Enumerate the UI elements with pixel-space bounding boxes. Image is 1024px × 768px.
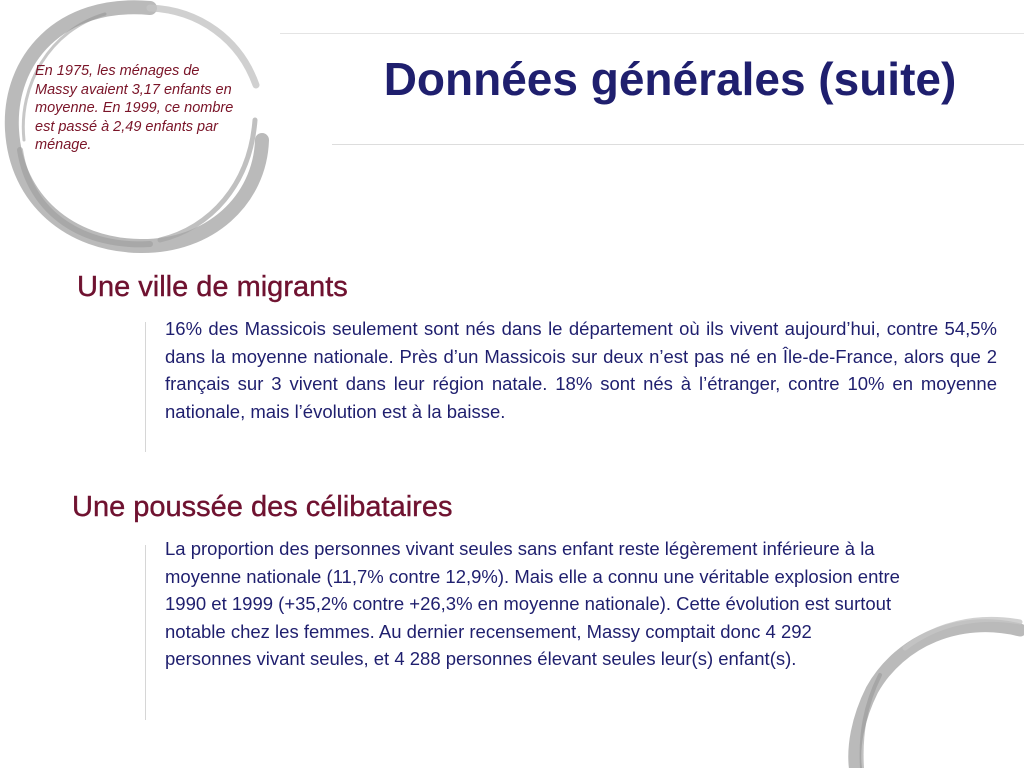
side-note: En 1975, les ménages de Massy avaient 3,17 enfants en moyenne. En 1999, ce nombre est passé à 2,49 enfants par ménage. [35, 63, 234, 154]
title-divider-line [332, 144, 1024, 145]
section-bar-celibataires [145, 545, 146, 720]
section-body-celibataires: La proportion des personnes vivant seules sans enfant reste légèrement inférieure à la moyenne nationale (11,7% contre 12,9%). Mais elle a connu une véritable explosion entre 1990 et 1999 (+35,2% contre +26,3% en moyenne nationale). Cette évolution est surtout notable chez les femmes. Au dernier recensement, Massy comptait donc 4 292 personnes vivant seules, et 4 288 personnes élevant seules leur(s) enfant(s). [165, 538, 900, 669]
section-heading-migrants: Une ville de migrants [77, 271, 348, 303]
page-title: Données générales (suite) [383, 53, 957, 105]
top-divider-line [280, 33, 1024, 34]
section-body-migrants: 16% des Massicois seulement sont nés dans le département où ils vivent aujourd’hui, contre 54,5% dans la moyenne nationale. Près d’un Massicois sur deux n’est pas né en Île-de-France, alors que 2 français sur 3 vivent dans leur région natale. 18% sont nés à l’étranger, contre 10% en moyenne nationale, mais l’évolution est à la baisse. [165, 318, 997, 422]
section-bar-migrants [145, 322, 146, 452]
section-heading-celibataires: Une poussée des célibataires [72, 491, 453, 523]
